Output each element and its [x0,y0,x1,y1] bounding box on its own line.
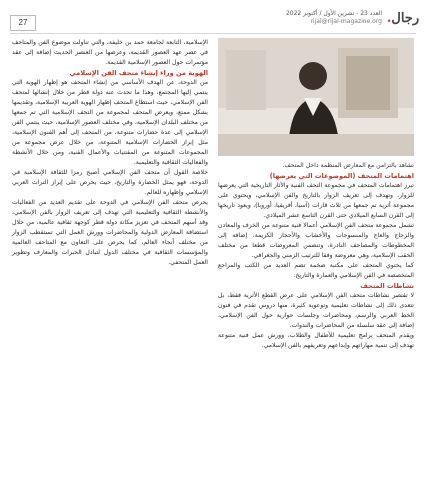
left-section-heading: الهوية من وراء إنشاء متحف الفن الإسلامي [69,69,208,77]
issue-line: العدد 23 - تشرين الأول / أكتوبر 2022 [285,10,382,17]
left-body-paragraph-2: خلاصة القول أن متحف الفن الإسلامي أصبح رمزا للثقافة الإسلامية في الدوحة، فهو يمثل الحضارة والتاريخ، حيث يحرص على إبراز التراث العربي الإسلامي وإظهاره للعالم. [12,169,208,196]
left-column [12,38,208,268]
right-body1-paragraph-3: كما يحتوي المتحف على مكتبة ضخمة تضم العديد من الكتب والمراجع المتخصصة في الفن الإسلامي والعمارة والتاريخ. [218,262,414,279]
right-column [218,38,414,351]
page-number: 27 [10,15,36,31]
photo-caption: تشاهد بالتزامن مع المعارض المنظمة داخل المتحف. [282,162,414,169]
magazine-logo: رجال. [386,11,420,26]
left-body-paragraph-1: من الدوحة، عن الهدف الأساسي من إنشاء المتحف هو إظهار الهوية التي ينتمي إليها المجتمع، وهذا ما تحدث عنه دولة قطر من خلال إنشائها لمتحف الفن الإسلامي، حيث استطاع المتحف إظهار الهوية العربية الإسلامية، وتقديمها بشكل ممتع، ويعرض المتحف لمجموعة من التحف الإسلامية التي تم جمعها من مختلف البلدان الإسلامية، وفي مختلف العصور الإسلامية، حيث ينتمي الفن الإسلامي إلى عدة حضارات متنوعة، من المتحف إلى أهم الفنون الإسلامية، مثل إبراز الحضارات الإسلامية المتنوعة، من خلال عرض مجموعة من المجموعات المتنوعة من المقتنيات والأعمال الفنية، ومن خلال الأنشطة والفعاليات الثقافية والتعليمية. [12,79,208,166]
logo-text: رجال [391,11,420,26]
photo-illustration [218,38,414,156]
right-body1-paragraph-1: تبرز اهتمامات المتحف في مجموعة التحف الفنية والآثار التاريخية التي يعرضها للزوار، وتهدف إلى تعريف الزوار بالتاريخ والفن الإسلامي، ويحتوي على مجموعة أثرية تم جمعها من ثلاث قارات (آسيا، أفريقيا، أوروبا)، ويعود تاريخها إلى القرن السابع الميلادي حتى القرن التاسع عشر الميلادي. [218,182,414,219]
page-header [0,0,426,36]
right-heading-interests: اهتمامات المتحف (الموضوعات التي يعرضها) [269,172,414,180]
left-intro-paragraph: الإسلامية، التابعة لجامعة حمد بن خليفة، والتي تناولت موضوع الفن والمتاحف في عصر عهد العصور القديمة، وعرضها من العنصر الحديث إضافة إلى عقد مؤتمرات حول العصور الإسلامية القديمة. [12,39,208,66]
right-heading-activities: نشاطات المتحف [360,282,414,290]
right-body1-paragraph-2: تشمل مجموعة متحف الفن الإسلامي أعمالا فنية متنوعة من الخزف والمعادن والزجاج والعاج والمنسوجات والأخشاب والأحجار الكريمة، إضافة إلى المخطوطات والمصاحف النادرة، وتتضمن المعروضات قطعا من مختلف الحقب الإسلامية، وهي معروضة وفقا للترتيب الزمني والجغرافي. [218,222,414,259]
left-body-paragraph-3: يحرص متحف الفن الإسلامي في الدوحة على تقديم العديد من الفعاليات والأنشطة الثقافية والتعليمية التي تهدف إلى تعريف الزوار بالفن الإسلامي، وقد أسهم المتحف في تعزيز مكانة دولة قطر كوجهة ثقافية عالمية، من خلال استضافة المعارض الدولية والمحاضرات وورش العمل التي تستقطب الزوار من مختلف أنحاء العالم، كما يحرص على التعاون مع المتاحف العالمية والمؤسسات الثقافية في مختلف الدول لتبادل الخبرات والمعارف وتطوير العمل المتحفي. [12,199,208,266]
right-body2-paragraph-2: ويقدم المتحف برامج تعليمية للأطفال والطلاب، وورش عمل فنية متنوعة تهدف إلى تنمية مهاراتهم وإبداعهم وتعريفهم بالفن الإسلامي. [218,332,414,349]
header-divider [10,33,416,34]
email-address[interactable]: rijal@rijal-magazine.org [310,18,382,25]
article-photo [218,38,414,156]
right-body2-paragraph-1: لا تقتصر نشاطات متحف الفن الإسلامي على عرض القطع الأثرية فقط، بل تتعدى ذلك إلى نشاطات تعليمية وتوعوية كثيرة، منها دروس تقدم في فنون الخط العربي والرسم، ومحاضرات وجلسات حوارية حول الفن الإسلامي، إضافة إلى عقد سلسلة من المحاضرات والندوات. [218,292,414,329]
issue-info [272,10,382,26]
